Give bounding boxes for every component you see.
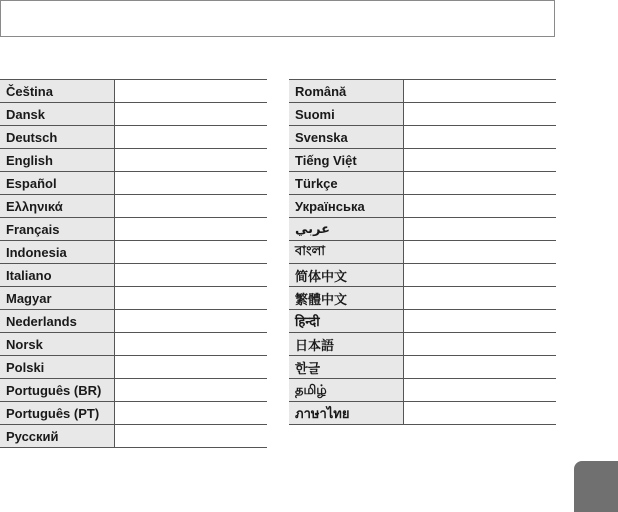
language-row — [289, 287, 556, 310]
language-value-cell — [114, 264, 267, 287]
language-name: Português (BR) — [0, 379, 114, 402]
language-name: Indonesia — [0, 241, 114, 264]
language-table-right — [289, 79, 556, 425]
top-text-box — [0, 0, 555, 37]
language-value-cell — [114, 287, 267, 310]
language-name: Suomi — [289, 103, 403, 126]
language-row — [0, 149, 267, 172]
language-name: Русский — [0, 425, 114, 448]
language-row — [0, 379, 267, 402]
language-row — [289, 149, 556, 172]
language-name: Ελληνικά — [0, 195, 114, 218]
language-row — [0, 287, 267, 310]
language-name: 日本語 — [289, 333, 403, 356]
language-row — [289, 172, 556, 195]
language-row — [0, 126, 267, 149]
language-value-cell — [114, 333, 267, 356]
language-row — [289, 379, 556, 402]
language-value-cell — [403, 80, 556, 103]
language-row — [0, 218, 267, 241]
language-name: 繁體中文 — [289, 287, 403, 310]
language-name: Norsk — [0, 333, 114, 356]
language-name: عربي — [289, 218, 403, 241]
language-row — [289, 218, 556, 241]
language-value-cell — [114, 402, 267, 425]
language-value-cell — [114, 218, 267, 241]
language-name: ภาษาไทย — [289, 402, 403, 425]
language-name: Tiếng Việt — [289, 149, 403, 172]
language-row — [289, 80, 556, 103]
language-name: Polski — [0, 356, 114, 379]
language-name: Українська — [289, 195, 403, 218]
language-row — [289, 241, 556, 264]
language-row — [0, 80, 267, 103]
language-value-cell — [403, 264, 556, 287]
language-name: தமிழ் — [289, 379, 403, 402]
language-value-cell — [114, 241, 267, 264]
section-tab-marker — [574, 461, 618, 512]
language-table-left — [0, 79, 267, 448]
language-value-cell — [403, 310, 556, 333]
language-name: Čeština — [0, 80, 114, 103]
language-row — [0, 103, 267, 126]
language-row — [0, 241, 267, 264]
language-name: English — [0, 149, 114, 172]
language-name: हिन्दी — [289, 310, 403, 333]
language-name: Italiano — [0, 264, 114, 287]
language-row — [0, 425, 267, 448]
language-row — [0, 172, 267, 195]
language-value-cell — [114, 80, 267, 103]
language-name: Română — [289, 80, 403, 103]
language-value-cell — [403, 333, 556, 356]
language-name: Magyar — [0, 287, 114, 310]
language-value-cell — [403, 356, 556, 379]
language-name: Français — [0, 218, 114, 241]
language-row — [0, 356, 267, 379]
language-value-cell — [403, 287, 556, 310]
language-value-cell — [403, 402, 556, 425]
language-name: 한글 — [289, 356, 403, 379]
language-row — [0, 310, 267, 333]
language-name: Svenska — [289, 126, 403, 149]
language-value-cell — [114, 126, 267, 149]
language-name: Español — [0, 172, 114, 195]
language-row — [289, 310, 556, 333]
language-value-cell — [114, 149, 267, 172]
language-row — [289, 402, 556, 425]
language-value-cell — [403, 379, 556, 402]
language-row — [289, 264, 556, 287]
language-value-cell — [403, 103, 556, 126]
language-row — [0, 195, 267, 218]
language-value-cell — [114, 379, 267, 402]
language-row — [289, 126, 556, 149]
language-name: Português (PT) — [0, 402, 114, 425]
language-row — [289, 333, 556, 356]
language-row — [289, 103, 556, 126]
language-value-cell — [403, 126, 556, 149]
language-value-cell — [114, 356, 267, 379]
language-value-cell — [403, 149, 556, 172]
language-name: বাংলা — [289, 241, 403, 264]
language-value-cell — [114, 310, 267, 333]
language-value-cell — [114, 195, 267, 218]
language-row — [289, 356, 556, 379]
language-name: Nederlands — [0, 310, 114, 333]
language-value-cell — [114, 425, 267, 448]
language-value-cell — [403, 241, 556, 264]
language-row — [0, 402, 267, 425]
language-name: 简体中文 — [289, 264, 403, 287]
language-row — [0, 264, 267, 287]
language-name: Dansk — [0, 103, 114, 126]
language-name: Deutsch — [0, 126, 114, 149]
language-row — [289, 195, 556, 218]
language-value-cell — [114, 103, 267, 126]
language-value-cell — [114, 172, 267, 195]
language-value-cell — [403, 195, 556, 218]
language-name: Türkçe — [289, 172, 403, 195]
language-value-cell — [403, 218, 556, 241]
language-value-cell — [403, 172, 556, 195]
language-row — [0, 333, 267, 356]
